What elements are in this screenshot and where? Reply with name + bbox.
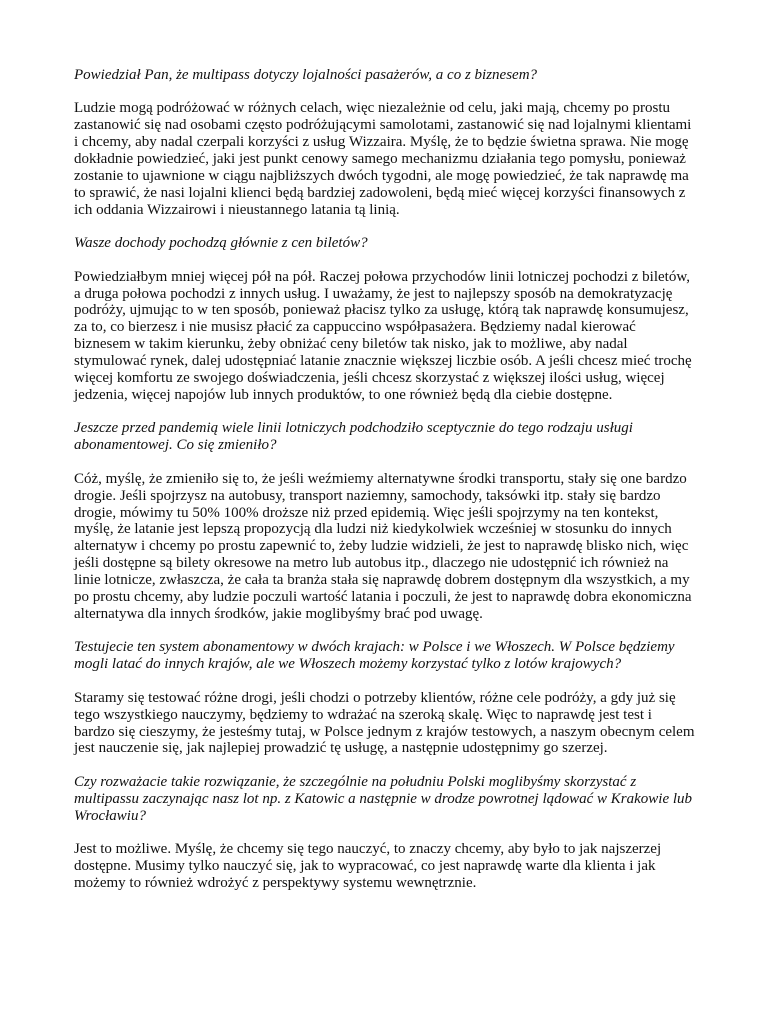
interview-question: Jeszcze przed pandemią wiele linii lotniczych podchodziło sceptycznie do tego rodzaju usługi abonamentowej. Co się zmieniło? [74,420,633,454]
interview-answer: Powiedziałbym mniej więcej pół na pół. Raczej połowa przychodów linii lotniczej pochodzi z biletów, a druga połowa pochodzi z innych usług. I uważamy, że jest to najlepszy sposób na demokratyzację podróży, ujmując to w ten sposób, ponieważ płacisz tylko za usługę, którą tak naprawdę konsumujesz, za to, co bierzesz i nie musisz płacić za cappuccino współpasażera. Będziemy nadal kierować biznesem w takim kierunku, żeby obniżać ceny biletów tak nisko, jak to możliwe, aby nadal stymulować rynek, dalej udostępniać latanie znacznie większej liczbie osób. A jeśli chcesz mieć trochę więcej komfortu ze swojego doświadczenia, jeśli chcesz skorzystać z większej ilości usług, więcej jedzenia, więcej napojów lub innych produktów, to one również będą dla ciebie dostępne. [74,268,692,403]
interview-question: Wasze dochody pochodzą głównie z cen biletów? [74,235,368,252]
interview-answer: Staramy się testować różne drogi, jeśli chodzi o potrzeby klientów, różne cele podróży, a gdy już się tego wszystkiego nauczymy, będziemy to wdrażać na szeroką skalę. Więc to naprawdę jest test i bardzo się cieszymy, że jesteśmy tutaj, w Polsce jednym z krajów testowych, a naszym obecnym celem jest nauczenie się, jak najlepiej prowadzić tę usługę, a następnie udostępnimy go szerzej. [74,689,695,757]
interview-answer: Cóż, myślę, że zmieniło się to, że jeśli weźmiemy alternatywne środki transportu, stały się one bardzo drogie. Jeśli spojrzysz na autobusy, transport naziemny, samochody, taksówki itp. stały się bardzo drogie, mówimy tu 50% 100% droższe niż przed epidemią. Więc jeśli spojrzymy na ten kontekst, myślę, że latanie jest lepszą propozycją dla ludzi niż kiedykolwiek wcześniej w stosunku do innych alternatyw i chcemy po prostu zapewnić to, żeby ludzie widzieli, że jest to naprawdę blisko nich, więc jeśli dostępne są bilety okresowe na metro lub autobus itp., dlaczego nie udostępnić ich również na linie lotnicze, zwłaszcza, że cała ta branża stała się naprawdę dobrem dostępnym dla wszystkich, a my po prostu chcemy, aby ludzie poczuli wartość latania i poczuli, że jest to naprawdę dobra ekonomiczna alternatywa dla innych środków, jakie moglibyśmy brać pod uwagę. [74,470,692,622]
interview-question: Czy rozważacie takie rozwiązanie, że szczególnie na południu Polski moglibyśmy skorzystać z multipassu zaczynając nasz lot np. z Katowic a następnie w drodze powrotnej lądować w Krakowie lub Wrocławiu? [74,773,693,824]
interview-question: Testujecie ten system abonamentowy w dwóch krajach: w Polsce i we Włoszech. W Polsce będziemy mogli latać do innych krajów, ale we Włoszech możemy korzystać tylko z lotów krajowych? [74,639,675,673]
interview-answer: Ludzie mogą podróżować w różnych celach, więc niezależnie od celu, jaki mają, chcemy po prostu zastanowić się nad osobami często podróżującymi samolotami, zastanowić się nad lojalnymi klientami i chcemy, aby nadal czerpali korzyści z usług Wizzaira. Myślę, że to będzie świetna sprawa. Nie mogę dokładnie powiedzieć, jaki jest punkt cenowy samego mechanizmu działania tego pomysłu, ponieważ zostanie to ujawnione w ciągu najbliższych dwóch tygodni, ale mogę powiedzieć, że tak naprawdę ma to sprawić, że nasi lojalni klienci będą bardziej zadowoleni, będą mieć więcej korzyści finansowych z ich oddania Wizzairowi i nieustannego latania tą linią. [74,100,692,218]
interview-question: Powiedział Pan, że multipass dotyczy lojalności pasażerów, a co z biznesem? [74,67,538,83]
document-page [74,67,696,908]
interview-answer: Jest to możliwe. Myślę, że chcemy się tego nauczyć, to znaczy chcemy, aby było to jak najszerzej dostępne. Musimy tylko nauczyć się, jak to wypracować, co jest naprawdę warte dla klienta i jak możemy to również wdrożyć z perspektywy systemu wewnętrznie. [74,841,662,891]
